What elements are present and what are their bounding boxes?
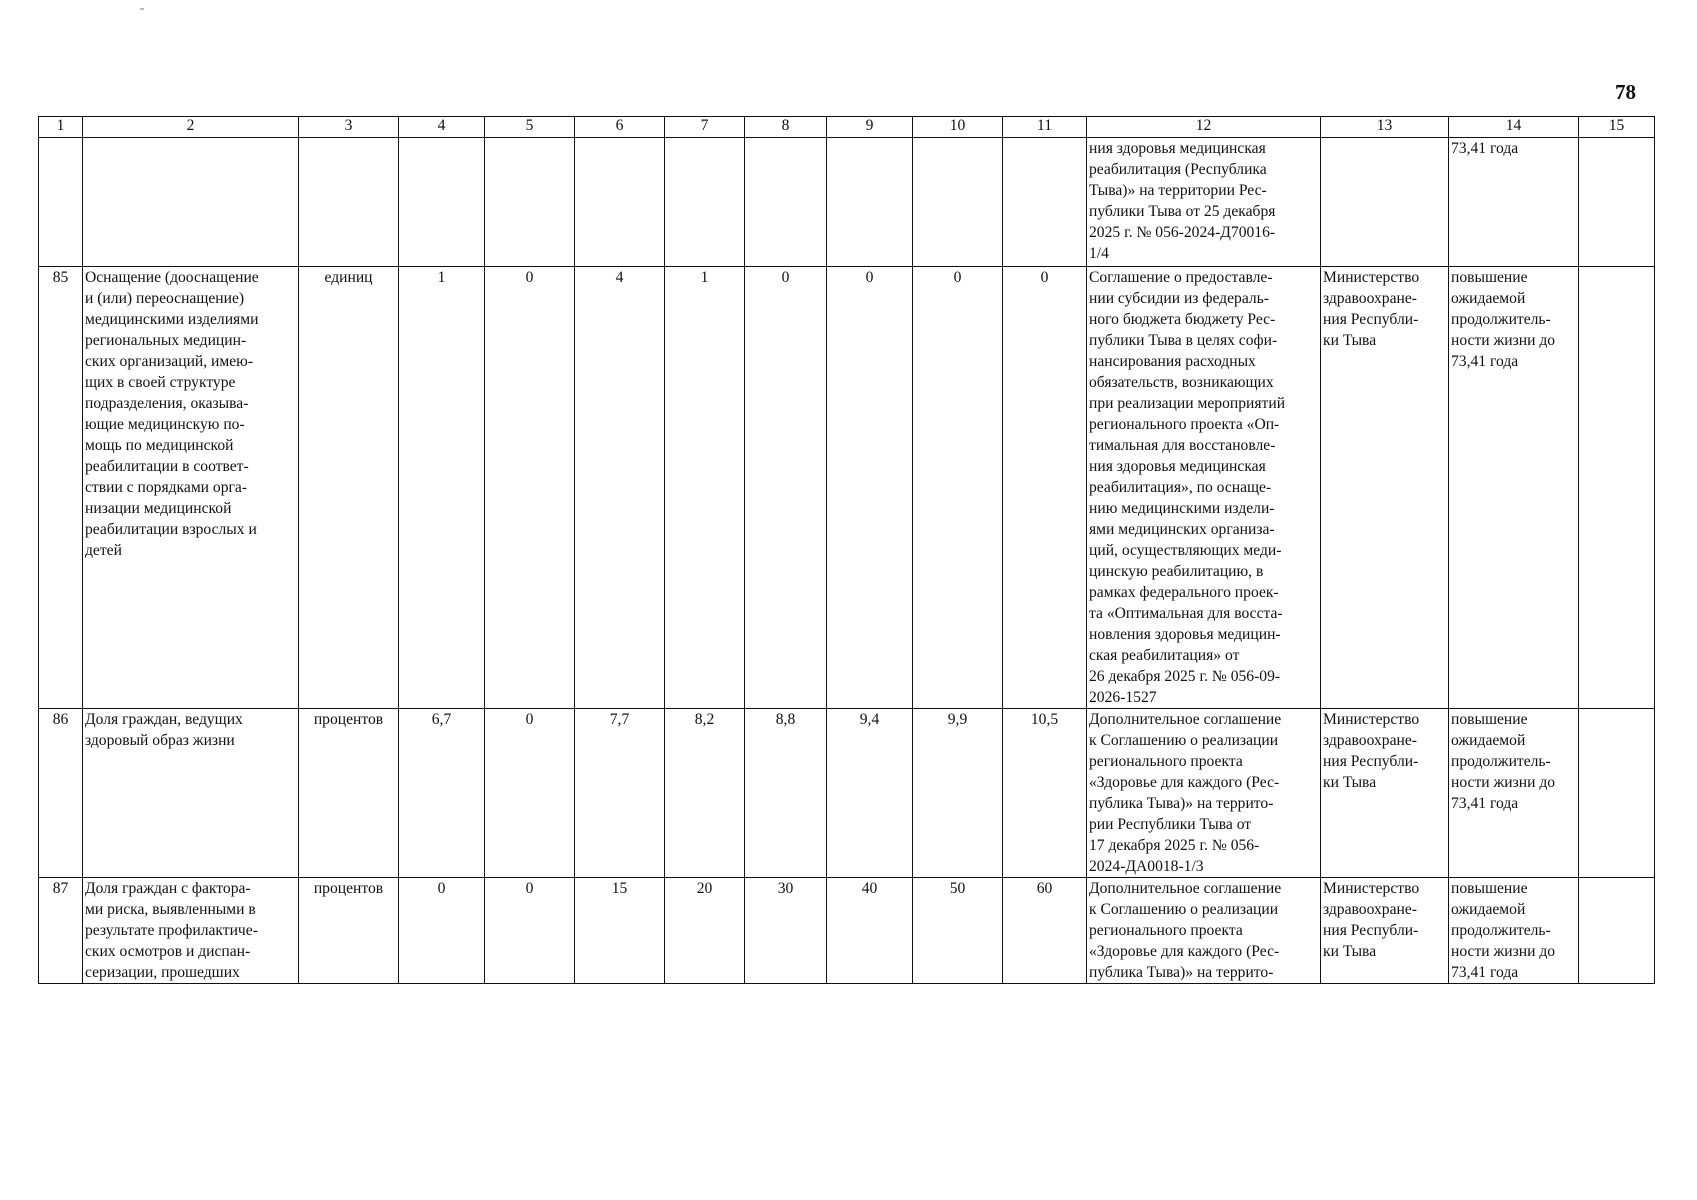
column-header: 7	[665, 117, 745, 138]
cell-document: ния здоровья медицинская реабилитация (Республика Тыва)» на территории Рес- публики Тыва от 25 декабря 2025 г. № 056-2024-Д70016- 1/4	[1087, 138, 1321, 267]
cell-result: повышение ожидаемой продолжитель- ности жизни до 73,41 года	[1449, 267, 1579, 709]
column-header: 13	[1321, 117, 1449, 138]
cell-indicator-name	[83, 138, 299, 267]
page-number: 78	[1615, 80, 1636, 104]
data-table	[38, 116, 1655, 984]
column-header: 10	[913, 117, 1003, 138]
cell-responsible: Министерство здравоохране- ния Республи- ки Тыва	[1321, 267, 1449, 709]
column-header: 4	[399, 117, 485, 138]
cell-result: повышение ожидаемой продолжитель- ности жизни до 73,41 года	[1449, 878, 1579, 984]
cell-unit: процентов	[299, 878, 399, 984]
cell-value-col4: 1	[399, 267, 485, 709]
column-header: 2	[83, 117, 299, 138]
cell-value-col11: 60	[1003, 878, 1087, 984]
cell-value-col11	[1003, 138, 1087, 267]
column-header: 9	[827, 117, 913, 138]
cell-value-col5: 0	[485, 267, 575, 709]
scan-artifact	[140, 8, 144, 10]
cell-value-col7: 20	[665, 878, 745, 984]
cell-value-col8: 30	[745, 878, 827, 984]
cell-col15	[1579, 878, 1655, 984]
cell-value-col8: 8,8	[745, 709, 827, 878]
cell-value-col6	[575, 138, 665, 267]
column-header: 14	[1449, 117, 1579, 138]
cell-value-col10: 9,9	[913, 709, 1003, 878]
cell-row-number: 85	[39, 267, 83, 709]
cell-value-col5: 0	[485, 878, 575, 984]
cell-value-col10: 50	[913, 878, 1003, 984]
column-header: 12	[1087, 117, 1321, 138]
cell-document: Дополнительное соглашение к Соглашению о реализации регионального проекта «Здоровье для каждого (Рес- публика Тыва)» на террито- рии Республики Тыва от 17 декабря 2025 г. № 056- 2024-ДА0018-1/3	[1087, 709, 1321, 878]
cell-indicator-name: Доля граждан, ведущих здоровый образ жизни	[83, 709, 299, 878]
cell-responsible: Министерство здравоохране- ния Республи- ки Тыва	[1321, 878, 1449, 984]
cell-document: Дополнительное соглашение к Соглашению о реализации регионального проекта «Здоровье для каждого (Рес- публика Тыва)» на террито-	[1087, 878, 1321, 984]
header-row	[39, 117, 1655, 138]
table-row-85	[39, 267, 1655, 709]
cell-value-col10: 0	[913, 267, 1003, 709]
cell-responsible: Министерство здравоохране- ния Республи- ки Тыва	[1321, 709, 1449, 878]
cell-value-col11: 10,5	[1003, 709, 1087, 878]
cell-result: 73,41 года	[1449, 138, 1579, 267]
column-header: 15	[1579, 117, 1655, 138]
cell-value-col5: 0	[485, 709, 575, 878]
cell-value-col9: 9,4	[827, 709, 913, 878]
cell-value-col6: 7,7	[575, 709, 665, 878]
cell-value-col7: 1	[665, 267, 745, 709]
cell-value-col10	[913, 138, 1003, 267]
cell-value-col9	[827, 138, 913, 267]
column-header: 1	[39, 117, 83, 138]
cell-document: Соглашение о предоставле- нии субсидии из федераль- ного бюджета бюджету Рес- публики Тыва в целях софи- нансирования расходных обязательств, возникающих при реализации мероприятий регионального проекта «Оп- тимальная для восстановле- ния здоровья медицинская реабилитация», по оснаще- нию медицинскими издели- ями медицинских организа- ций, осуществляющих меди- цинскую реабилитацию, в рамках федерального проек- та «Оптимальная для восста- новления здоровья медицин- ская реабилитация» от 26 декабря 2025 г. № 056-09- 2026-1527	[1087, 267, 1321, 709]
cell-value-col9: 40	[827, 878, 913, 984]
cell-value-col9: 0	[827, 267, 913, 709]
cell-value-col6: 4	[575, 267, 665, 709]
cell-value-col7: 8,2	[665, 709, 745, 878]
cell-col15	[1579, 267, 1655, 709]
cell-value-col4	[399, 138, 485, 267]
cell-value-col7	[665, 138, 745, 267]
column-header: 3	[299, 117, 399, 138]
cell-unit	[299, 138, 399, 267]
cell-value-col8	[745, 138, 827, 267]
column-header: 5	[485, 117, 575, 138]
column-header: 11	[1003, 117, 1087, 138]
column-header: 6	[575, 117, 665, 138]
table-row-87	[39, 878, 1655, 984]
cell-row-number: 87	[39, 878, 83, 984]
cell-responsible	[1321, 138, 1449, 267]
table-row-continuation	[39, 138, 1655, 267]
cell-col15	[1579, 138, 1655, 267]
cell-value-col6: 15	[575, 878, 665, 984]
cell-value-col11: 0	[1003, 267, 1087, 709]
cell-result: повышение ожидаемой продолжитель- ности жизни до 73,41 года	[1449, 709, 1579, 878]
cell-row-number	[39, 138, 83, 267]
cell-value-col4: 6,7	[399, 709, 485, 878]
cell-value-col4: 0	[399, 878, 485, 984]
cell-indicator-name: Доля граждан с фактора- ми риска, выявленными в результате профилактиче- ских осмотров и диспан- серизации, прошедших	[83, 878, 299, 984]
cell-value-col5	[485, 138, 575, 267]
cell-indicator-name: Оснащение (дооснащение и (или) переоснащение) медицинскими изделиями региональных медицин- ских организаций, имею- щих в своей структуре подразделения, оказыва- ющие медицинскую по- мощь по медицинской реабилитации в соответ- ствии с порядками орга- низации медицинской реабилитации взрослых и детей	[83, 267, 299, 709]
column-header: 8	[745, 117, 827, 138]
cell-unit: единиц	[299, 267, 399, 709]
table-row-86	[39, 709, 1655, 878]
cell-value-col8: 0	[745, 267, 827, 709]
cell-row-number: 86	[39, 709, 83, 878]
cell-col15	[1579, 709, 1655, 878]
cell-unit: процентов	[299, 709, 399, 878]
